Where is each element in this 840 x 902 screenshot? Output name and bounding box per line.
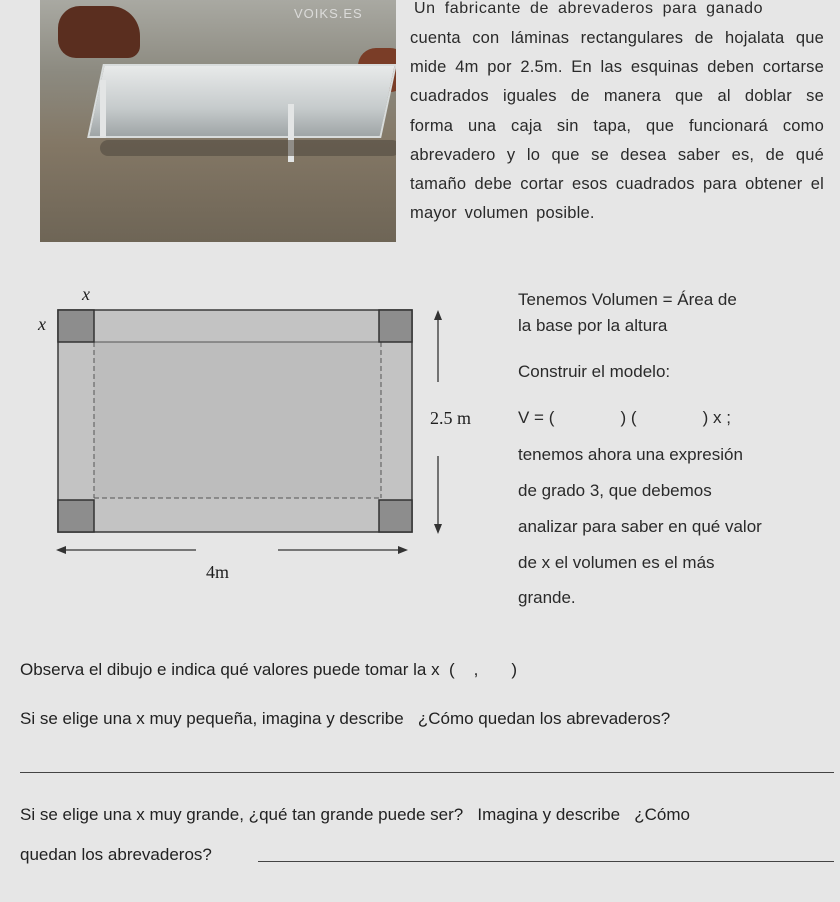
question-small-x: Si se elige una x muy pequeña, imagina y describe ¿Cómo quedan los abrevaderos? [20,709,671,728]
trough-photo [40,0,396,242]
trough-shadow [100,140,396,156]
model-line-2: de grado 3, que debemos [518,481,712,500]
sheet-diagram-svg [0,270,500,600]
trough-figure [87,64,396,138]
sheet-diagram [0,270,500,600]
model-heading: Construir el modelo: [518,362,671,381]
model-line-3: analizar para saber en qué valor [518,517,762,536]
answer-line[interactable] [258,861,834,862]
cow-figure [58,6,140,58]
model-volume-definition: Tenemos Volumen = Área de [518,290,737,309]
question-large-x: Si se elige una x muy grande, ¿qué tan grande puede ser? Imagina y describe ¿Cómo [20,805,690,824]
height-label: 2.5 m [430,408,472,428]
photo-watermark: VOIKS.ES [294,6,363,21]
model-line-1: tenemos ahora una expresión [518,445,743,464]
answer-line[interactable] [20,772,834,773]
width-label: 4m [206,562,230,582]
intro-paragraph: cuenta con láminas rectangulares de hojalata que mide 4m por 2.5m. En las esquinas deben cortarse cuadrados iguales de manera que al doblar se forma una caja sin tapa, que funcionará como abrevadero y lo que se desea saber es, de qué tamaño debe cortar esos cuadrados para obtener el mayor volumen posible. [410,29,824,223]
question-x-range: Observa el dibujo e indica qué valores puede tomar la x ( , ) [20,660,518,679]
model-line-4: de x el volumen es el más [518,553,715,572]
corner-square [379,310,412,342]
model-line-5: grande. [518,588,576,607]
question-large-x-cont: quedan los abrevaderos? [20,845,212,864]
model-volume-definition-2: la base por la altura [518,316,668,335]
trough-leg [100,80,106,138]
corner-square [58,310,94,342]
intro-first-line: Un fabricante de abrevaderos para ganado [414,0,764,17]
model-formula: V = ( ) ( ) x ; [518,408,731,427]
x-label-left: x [38,314,46,334]
x-label-top: x [82,284,90,304]
corner-square [58,500,94,532]
corner-square [379,500,412,532]
